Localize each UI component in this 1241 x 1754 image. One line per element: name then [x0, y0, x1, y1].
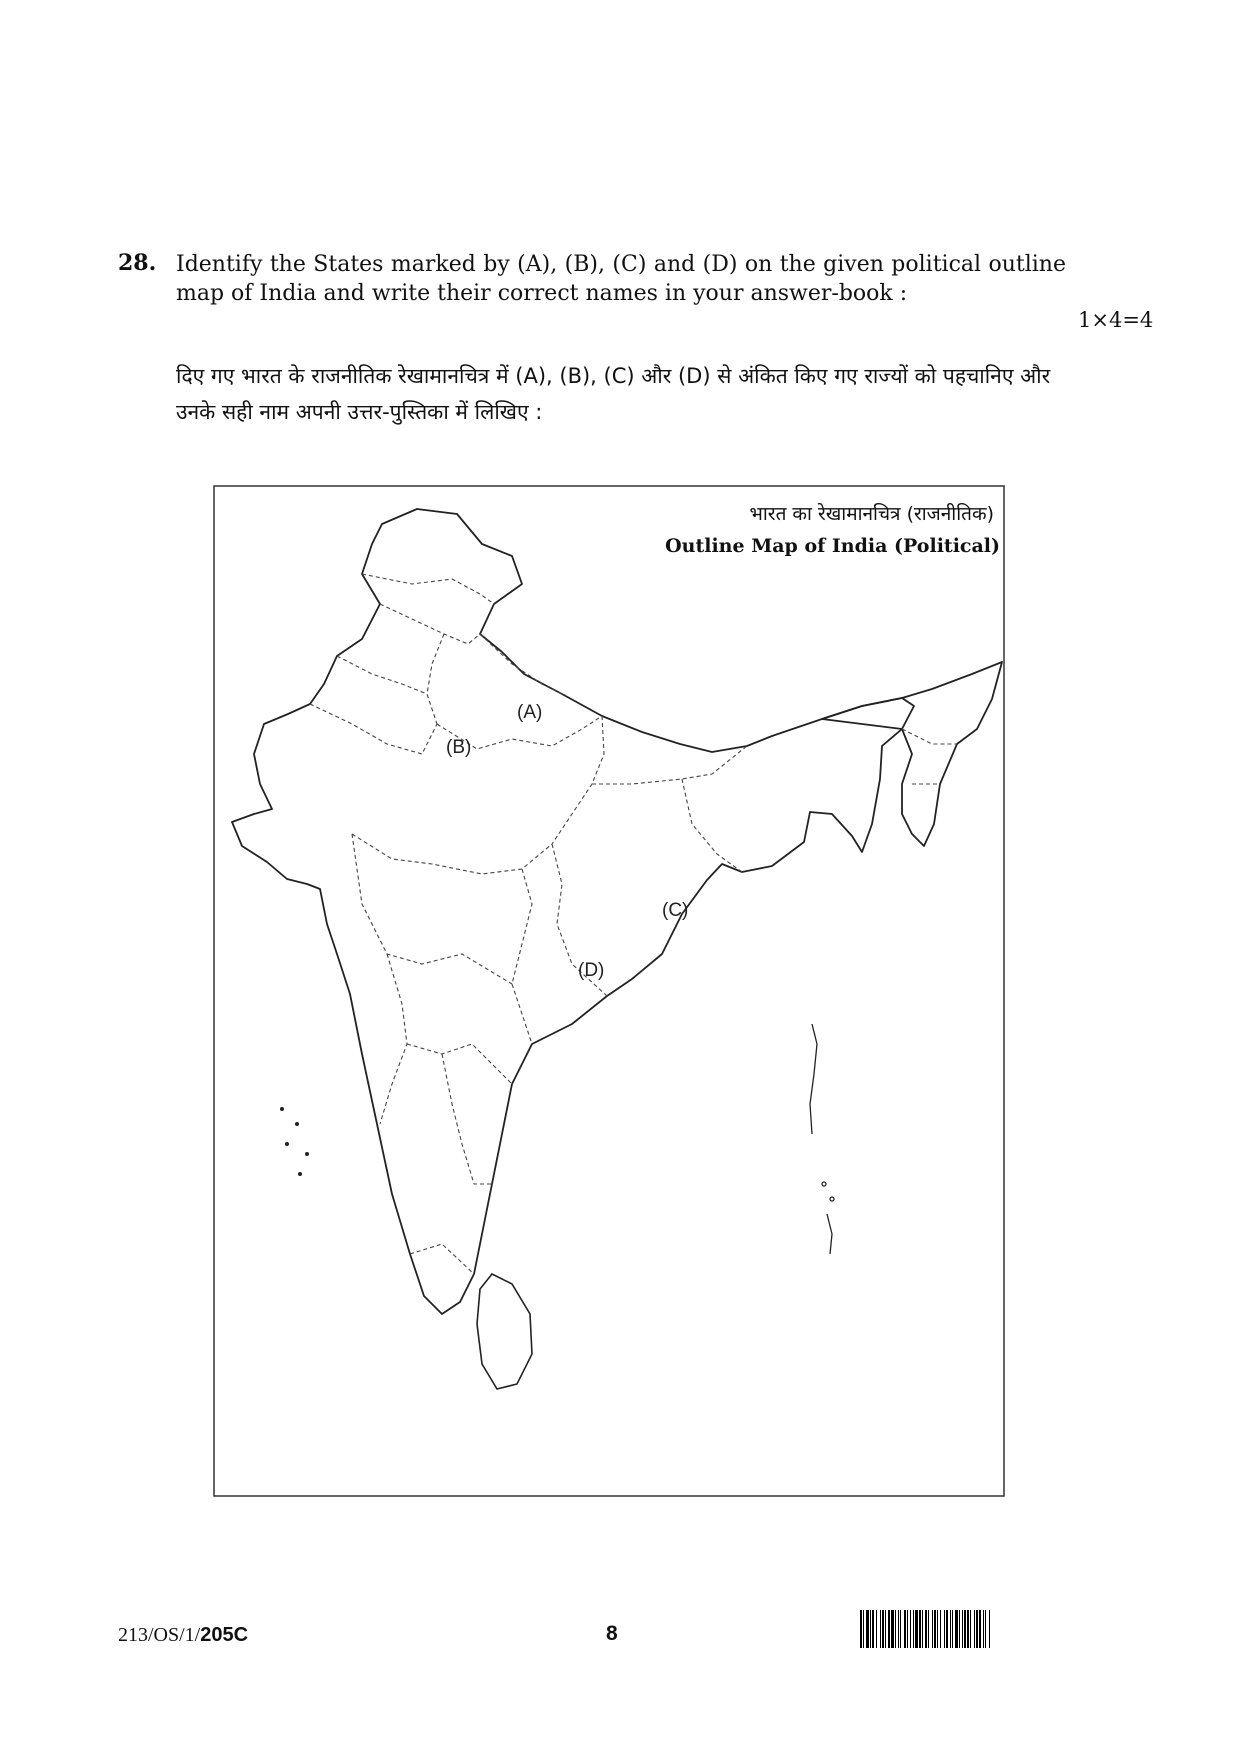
question-text-hindi: दिए गए भारत के राजनीतिक रेखामानचित्र में (A), (B), (C) और (D) से अंकित किए गए राज्यों को पहचानिए और उनके सही नाम अपनी उत्तर-पुस्तिका में लिखिए :: [176, 364, 1051, 424]
paper-code-prefix: 213/OS/1/: [118, 1624, 201, 1646]
map-title-hindi: भारत का रेखामानचित्र (राजनीतिक): [749, 503, 994, 525]
question-text-english: Identify the States marked by (A), (B), (C) and (D) on the given political outline map of India and write their correct names in your answer-book :: [176, 252, 1066, 306]
paper-code: [118, 1624, 248, 1647]
andaman-nicobar-islands: [810, 1024, 834, 1254]
paper-code-bold: 205C: [200, 1624, 249, 1646]
barcode: [860, 1610, 1118, 1648]
map-label-b: (B): [446, 737, 472, 758]
map-title-english: Outline Map of India (Political): [665, 535, 1000, 557]
map-border: [214, 486, 1004, 1496]
india-outline-map: [212, 484, 1006, 1498]
question-marks: 1×4=4: [1078, 308, 1154, 332]
north-east-outline: [822, 662, 1002, 846]
lakshadweep-islands: [280, 1107, 309, 1176]
page-number: 8: [606, 1622, 618, 1645]
sri-lanka-outline: [477, 1274, 532, 1389]
map-label-a: (A): [517, 702, 543, 723]
state-boundaries: [310, 574, 957, 1274]
map-label-c: (C): [662, 900, 689, 921]
india-mainland-outline: [232, 509, 914, 1314]
question-number: 28.: [118, 250, 157, 276]
map-label-d: (D): [578, 960, 605, 981]
